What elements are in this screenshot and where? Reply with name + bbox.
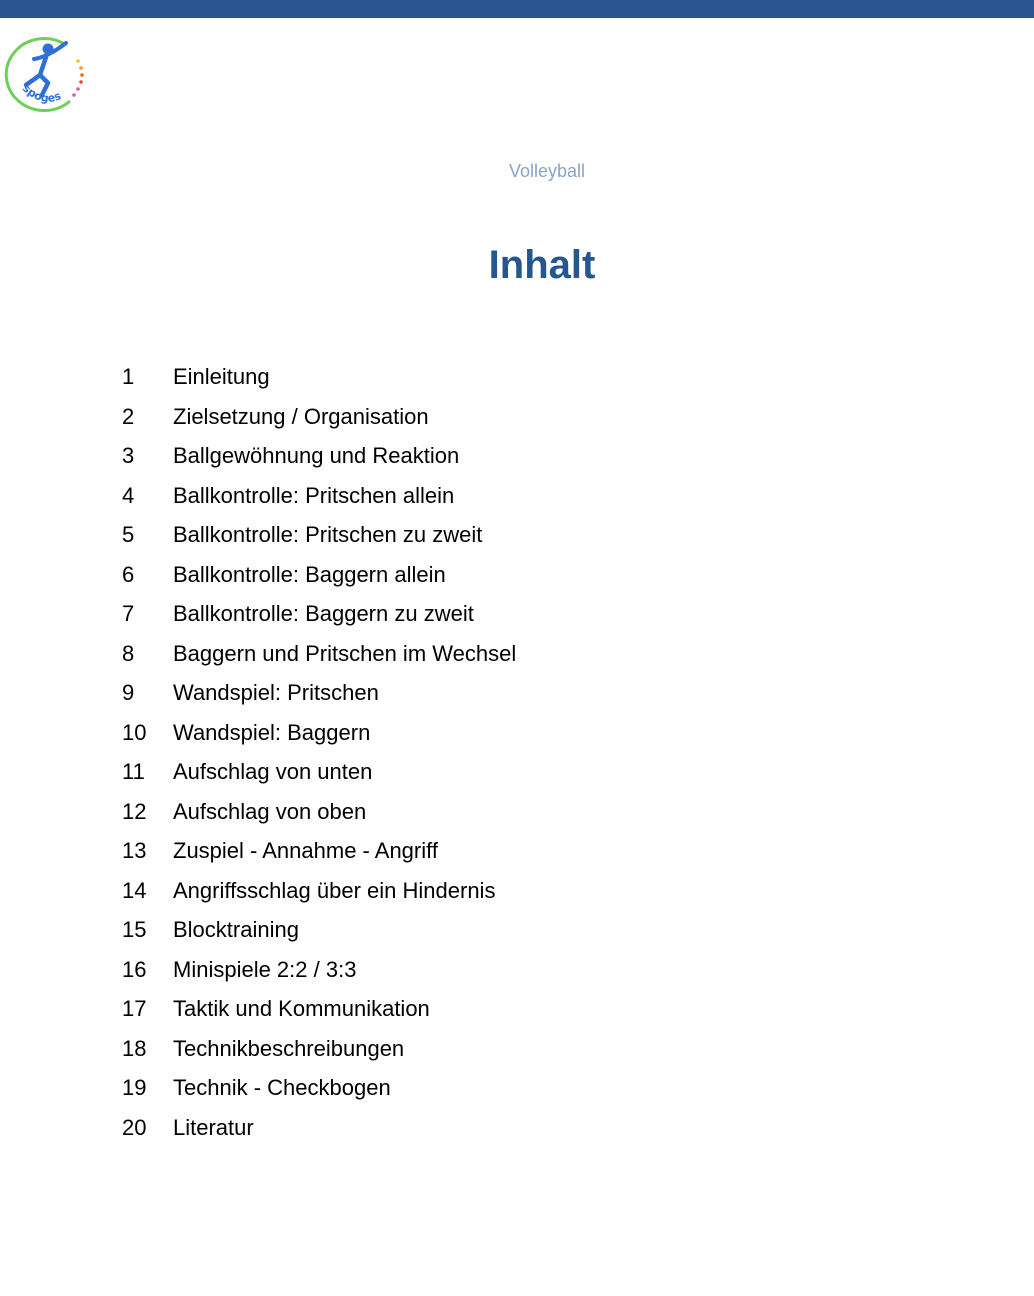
toc-label: Taktik und Kommunikation	[173, 996, 430, 1021]
toc-number: 6	[122, 561, 135, 587]
toc-item	[122, 1072, 516, 1112]
toc-label: Wandspiel: Pritschen	[173, 680, 379, 705]
toc-number: 16	[122, 956, 147, 982]
toc-label: Minispiele 2:2 / 3:3	[173, 956, 357, 982]
toc-number: 4	[122, 482, 135, 508]
toc-number: 14	[122, 877, 147, 903]
toc-label: Baggern und Pritschen im Wechsel	[173, 640, 517, 666]
page-title: Inhalt	[488, 243, 596, 287]
toc-item	[122, 361, 516, 401]
svg-text:spoges	[20, 82, 63, 105]
toc-label: Zielsetzung / Organisation	[173, 403, 429, 429]
top-bar	[0, 0, 1034, 18]
toc-label: Ballgewöhnung und Reaktion	[173, 443, 460, 468]
toc-number: 3	[122, 443, 135, 468]
toc-number: 10	[122, 719, 147, 745]
toc-label: Aufschlag von oben	[173, 798, 367, 824]
toc-number: 12	[122, 798, 147, 824]
toc-item	[122, 598, 516, 638]
toc-label: Technik - Checkbogen	[173, 1075, 391, 1100]
header-label: Volleyball	[508, 161, 586, 181]
toc-item	[122, 677, 516, 717]
toc-item	[122, 1112, 516, 1152]
toc-number: 19	[122, 1075, 147, 1100]
toc-item	[122, 954, 516, 994]
toc-item	[122, 480, 516, 520]
toc-label: Angriffsschlag über ein Hindernis	[173, 877, 496, 903]
toc-number: 7	[122, 601, 135, 626]
toc-item	[122, 796, 516, 836]
toc-number: 8	[122, 640, 135, 666]
logo-text: spoges	[20, 81, 63, 105]
toc-number: 9	[122, 680, 135, 705]
toc-item	[122, 717, 516, 757]
toc-item	[122, 993, 516, 1033]
toc-item	[122, 835, 516, 875]
toc-item	[122, 756, 516, 796]
toc-label: Literatur	[173, 1114, 254, 1140]
toc-item	[122, 638, 516, 678]
toc-number: 18	[122, 1035, 147, 1061]
toc-label: Wandspiel: Baggern	[173, 719, 371, 745]
toc-number: 20	[122, 1114, 147, 1140]
toc-number: 15	[122, 917, 147, 942]
toc-item	[122, 1033, 516, 1073]
toc-number: 1	[122, 364, 135, 389]
toc-number: 17	[122, 996, 147, 1021]
toc-number: 2	[122, 403, 135, 429]
toc-item	[122, 519, 516, 559]
table-of-contents	[122, 361, 516, 1151]
toc-number: 11	[122, 759, 145, 784]
toc-label: Ballkontrolle: Pritschen allein	[173, 482, 455, 508]
toc-label: Ballkontrolle: Baggern allein	[173, 561, 446, 587]
toc-label: Einleitung	[173, 364, 270, 389]
toc-label: Zuspiel - Annahme - Angriff	[173, 838, 438, 863]
toc-number: 13	[122, 838, 147, 863]
toc-label: Technikbeschreibungen	[173, 1035, 405, 1061]
toc-item	[122, 559, 516, 599]
toc-label: Aufschlag von unten	[173, 759, 373, 784]
toc-label: Ballkontrolle: Pritschen zu zweit	[173, 522, 483, 547]
toc-item	[122, 875, 516, 915]
toc-number: 5	[122, 522, 135, 547]
toc-item	[122, 401, 516, 441]
spoges-logo	[4, 33, 88, 113]
toc-item	[122, 914, 516, 954]
toc-item	[122, 440, 516, 480]
toc-label: Ballkontrolle: Baggern zu zweit	[173, 601, 474, 626]
toc-label: Blocktraining	[173, 917, 299, 942]
